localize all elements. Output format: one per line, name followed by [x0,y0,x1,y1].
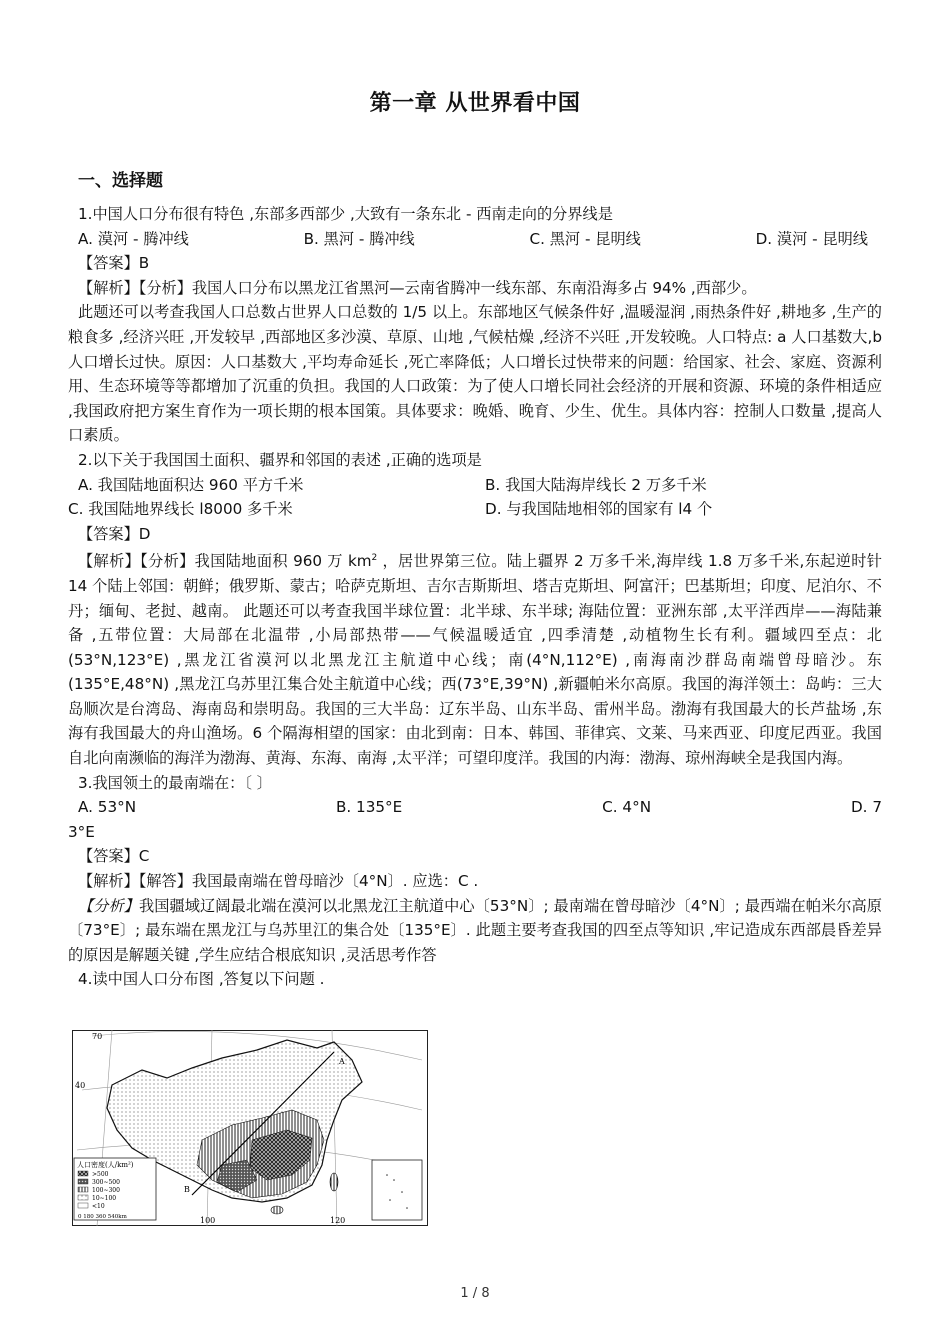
q1-analysis-1: 【解析】【分析】我国人口分布以黑龙江省黑河—云南省腾冲一线东部、东南沿海多占 94% ,西部少。 [78,278,757,297]
q1-analysis-2: 此题还可以考查我国人口总数占世界人口总数的 1/5 以上。东部地区气候条件好 ,温暖湿润 ,雨热条件好 ,耕地多 ,生产的粮食多 ,经济兴旺 ,开发较早 ,西部地区多沙漠、草原、山地 ,气候枯燥 ,经济不兴旺 ,开发较晚。人口特点: a 人口基数大,b 人口增长过快。原因：人口基数大 ,平均寿命延长 ,死亡率降低；人口增长过快带来的问题：给国家、社会、家庭、资源利用、生态环境等等都增加了沉重的负担。我国的人口政策：为了使人口增长同社会经济的开展和资源、环境的条件相适应 ,我国政府把方案生育作为一项长期的根本国策。具体要求：晚婚、晚育、少生、优生。具体内容：控制人口数量 ,提高人口素质。 [68,303,882,445]
south-china-sea-inset [372,1160,422,1220]
q3-analysis-label: 【分析】 [78,896,140,915]
legend-item-1: >500 [92,1171,109,1178]
question-1-options [68,227,882,252]
q3-answer: 【答案】C [78,847,150,866]
china-population-map [72,1030,428,1226]
q1-option-d: D. 漠河 - 昆明线 [755,229,868,248]
legend-title: 人口密度(人/km²) [77,1161,134,1169]
hainan-island [271,1206,283,1214]
legend-item-5: <10 [92,1203,105,1210]
page-title: 第一章 从世界看中国 [369,91,581,116]
lat-label-40: 40 [75,1081,86,1090]
q2-analysis-part-1: 【解析】【分析】我国陆地面积 960 万 km [78,552,372,571]
legend-swatch-2 [78,1179,88,1184]
q2-analysis-superscript: 2 [371,553,378,564]
q2-option-b: B. 我国大陆海岸线长 2 万多千米 [485,475,707,494]
q2-option-d: D. 与我国陆地相邻的国家有 l4 个 [485,500,713,519]
q3-option-a: A. 53°N [78,798,137,817]
legend-item-2: 300~500 [92,1179,120,1186]
q1-option-b: B. 黑河 - 腾冲线 [303,229,415,248]
q2-option-a: A. 我国陆地面积达 960 平方千米 [78,475,304,494]
q1-option-a: A. 漠河 - 腾冲线 [78,229,189,248]
q2-analysis-part-2: ，居世界第三位。陆上疆界 2 万多千米,海岸线 1.8 万多千米,东起逆时针 14 个陆上邻国：朝鲜；俄罗斯、蒙古；哈萨克斯坦、吉尔吉斯斯坦、塔吉克斯坦、阿富汗；巴基斯坦；印度、尼泊尔、不丹；缅甸、老挝、越南。 此题还可以考查我国半球位置：北半球、东半球; 海陆位置：亚洲东部 ,太平洋西岸——海陆兼备 ,五带位置：大局部在北温带 ,小局部热带——气候温暖适宜 ,四季清楚 ,动植物生长有利。疆域四至点：北(53°N,123°E) ,黑龙江省漠河以北黑龙江主航道中心线；南(4°N,112°E) ,南海南沙群岛南端曾母暗沙。东(135°E,48°N) ,黑龙江乌苏里江集合处主航道中心线；西(73°E,39°N) ,新疆帕米尔高原。我国的海洋领土：岛屿：三大岛顺次是台湾岛、海南岛和崇明岛。我国的三大半岛：辽东半岛、山东半岛、雷州半岛。渤海有我国最大的长芦盐场 ,东海有我国最大的舟山渔场。6 个隔海相望的国家：由北到南：日本、韩国、菲律宾、文莱、马来西亚、印度尼西亚。我国自北向南濒临的海洋为渤海、黄海、东海、南海 ,太平洋；可望印度洋。我国的内海：渤海、琼州海峡全是我国内海。 [68,552,882,768]
point-label-a: A [339,1057,345,1066]
q1-option-c: C. 黑河 - 昆明线 [529,229,641,248]
q1-answer: 【答案】B [78,254,150,273]
lon-label-120: 120 [330,1216,346,1225]
q3-option-d: D. 7 [850,798,882,817]
point-label-b: B [184,1185,190,1194]
question-3-stem: 3.我国领土的最南端在：〔 〕 [78,773,272,792]
questions [68,202,882,992]
q3-analysis-text: 我国疆域辽阔最北端在漠河以北黑龙江主航道中心〔53°N〕; 最南端在曾母暗沙〔4°N〕; 最西端在帕米尔高原〔73°E〕; 最东端在黑龙江与乌苏里江的集合处〔135°E〕. 此题主要考查我国的四至点等知识 ,牢记造成东西部晨昏差异的原因是解题关键 ,学生应结合根底知识 ,灵活思考作答 [68,896,882,964]
q3-analysis-1: 【解析】【解答】我国最南端在曾母暗沙〔4°N〕. 应选：C . [78,872,479,891]
q2-analysis [68,546,882,770]
q3-option-b: B. 135°E [335,798,403,817]
q2-option-c: C. 我国陆地界线长 l8000 多千米 [68,500,293,519]
q2-answer: 【答案】D [78,524,151,543]
question-2-options [68,473,882,522]
lon-label-70: 70 [92,1032,103,1041]
q3-analysis-2 [68,894,882,968]
lon-label-100: 100 [200,1216,216,1225]
q3-option-c: C. 4°N [602,798,652,817]
legend-swatch-4 [78,1195,88,1200]
map-scale: 0 180 360 540km [78,1214,127,1220]
question-3-options [68,795,882,820]
legend-item-3: 100~300 [92,1187,120,1194]
q3-option-d-continued: 3°E [68,822,95,841]
question-1-stem: 1.中国人口分布很有特色 ,东部多西部少 ,大致有一条东北 - 西南走向的分界线是 [78,205,613,223]
page-number: 1 / 8 [460,1286,490,1301]
question-2-stem: 2.以下关于我国国土面积、疆界和邻国的表述 ,正确的选项是 [78,450,482,469]
taiwan-island [330,1173,338,1191]
section-heading: 一、选择题 [78,171,163,191]
legend-swatch-5 [78,1203,88,1208]
legend-item-4: 10~100 [92,1195,117,1202]
legend-swatch-1 [78,1171,88,1176]
question-4-stem: 4.读中国人口分布图 ,答复以下问题 . [78,970,325,989]
legend-swatch-3 [78,1187,88,1192]
